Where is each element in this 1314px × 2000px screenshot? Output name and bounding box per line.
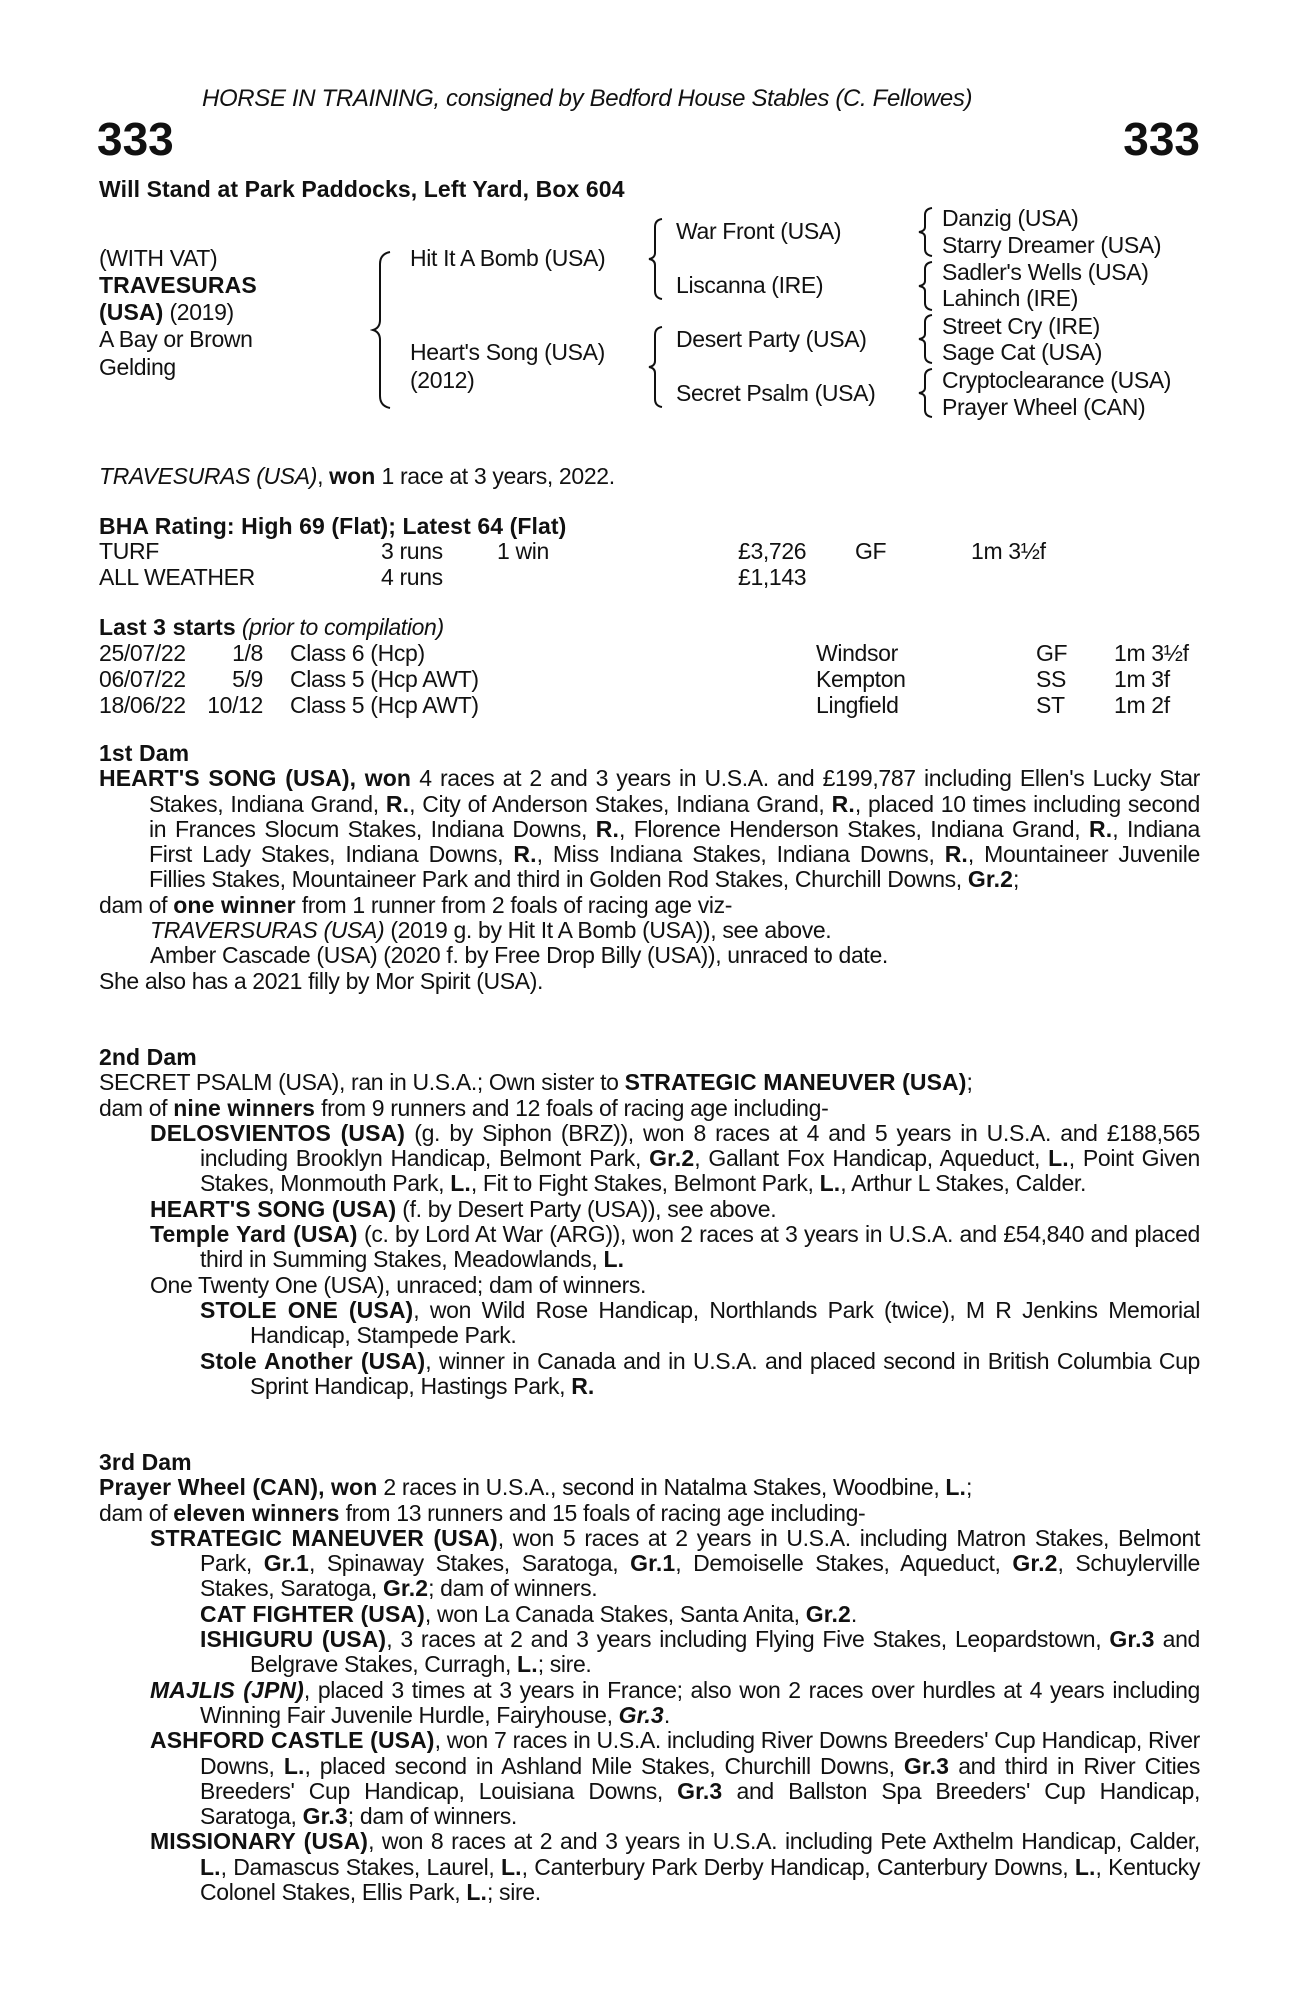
rating-distance: 1m 3½f: [971, 538, 1046, 564]
start-course: Windsor: [816, 640, 898, 666]
text-segment: (c. by Lord At War (ARG)), won 2 races at 3 years in U.S.A. and £54,840 and placed third in Summing Stakes, Meadowlands,: [200, 1221, 1200, 1273]
dam-paragraph: [99, 1197, 1200, 1222]
horse-sex: Gelding: [99, 354, 176, 380]
text-segment: , placed second in Ashland Mile Stakes, Churchill Downs,: [304, 1752, 904, 1779]
bold-text-segment: HEART'S SONG (USA), won: [99, 765, 412, 792]
text-segment: , Point Given Stakes, Monmouth Park,: [200, 1145, 1200, 1197]
start-pos: 5/9: [232, 666, 263, 692]
dam-paragraph: [99, 1678, 1200, 1729]
dam-paragraph: [99, 1829, 1200, 1905]
start-race: Class 5 (Hcp AWT): [290, 692, 479, 718]
bold-text-segment: Gr.2: [649, 1145, 695, 1172]
dam-heading: 3rd Dam: [99, 1449, 192, 1475]
start-race: Class 5 (Hcp AWT): [290, 666, 479, 692]
text-segment: One Twenty One (USA), unraced; dam of winners.: [150, 1271, 647, 1298]
text-segment: from 1 runner from 2 foals of racing age viz-: [295, 891, 733, 918]
bold-text-segment: L.: [603, 1246, 625, 1273]
text-segment: Amber Cascade (USA) (2020 f. by Free Drop Billy (USA)), unraced to date.: [150, 942, 888, 969]
bold-text-segment: R.: [944, 841, 968, 868]
text-segment: , Schuylerville Stakes, Saratoga,: [200, 1550, 1200, 1602]
start-distance: 1m 2f: [1114, 692, 1170, 718]
bold-text-segment: Gr.3: [1109, 1626, 1155, 1653]
bold-text-segment: ASHFORD CASTLE (USA): [150, 1727, 435, 1754]
text-segment: , Damascus Stakes, Laurel,: [220, 1853, 502, 1880]
bold-text-segment: L.: [501, 1853, 522, 1880]
dam-paragraph: [99, 918, 1200, 943]
bold-text-segment: L.: [517, 1651, 538, 1678]
bha-rating: BHA Rating: High 69 (Flat); Latest 64 (Flat): [99, 513, 567, 539]
text-segment: , won Wild Rose Handicap, Northlands Park (twice), M R Jenkins Memorial Handicap, Stampede Park.: [250, 1296, 1200, 1349]
stabling-location: Will Stand at Park Paddocks, Left Yard, Box 604: [99, 176, 625, 202]
start-course: Kempton: [816, 666, 906, 692]
bold-text-segment: STOLE ONE (USA): [200, 1296, 414, 1323]
bold-text-segment: Gr.3: [677, 1777, 723, 1804]
text-segment: , Demoiselle Stakes, Aqueduct,: [675, 1550, 1013, 1577]
text-segment: ; sire.: [537, 1651, 592, 1678]
dam-paragraph: [99, 1501, 1200, 1526]
bold-text-segment: Gr.2: [805, 1600, 851, 1627]
last-starts-note: (prior to compilation): [241, 614, 444, 640]
pedigree-gen3: Sadler's Wells (USA): [942, 259, 1149, 285]
lot-number-left: 333: [97, 113, 174, 165]
dam-section: [99, 1450, 1200, 1905]
text-segment: , Kentucky Colonel Stakes, Ellis Park,: [200, 1853, 1200, 1906]
text-segment: , won 7 races in U.S.A. including River Downs Breeders' Cup Handicap, River Downs,: [200, 1727, 1200, 1779]
bold-text-segment: eleven winners: [173, 1499, 340, 1526]
text-segment: TRAVERSURAS (USA): [150, 917, 385, 944]
start-distance: 1m 3½f: [1114, 640, 1189, 666]
vat-label: (WITH VAT): [99, 245, 218, 271]
bold-text-segment: Prayer Wheel (CAN), won: [99, 1474, 378, 1501]
text-segment: ;: [966, 1474, 973, 1501]
text-segment: 4 races at 2 and 3 years in U.S.A. and £199,787 including Ellen's Lucky Star Stakes, Indiana Grand,: [149, 765, 1200, 817]
pedigree-sire-sire: War Front (USA): [676, 218, 842, 244]
rating-runs: 3 runs: [381, 538, 443, 564]
bold-text-segment: Stole Another (USA): [200, 1347, 426, 1374]
text-segment: (2019 g. by Hit It A Bomb (USA)), see above.: [384, 917, 832, 944]
summary-horse-name: TRAVESURAS (USA): [99, 463, 318, 489]
bold-text-segment: STRATEGIC MANEUVER (USA): [150, 1524, 498, 1551]
text-segment: 2 races in U.S.A., second in Natalma Stakes, Woodbine,: [377, 1474, 946, 1501]
text-segment: , won La Canada Stakes, Santa Anita,: [424, 1600, 806, 1627]
pedigree-gen3: Starry Dreamer (USA): [942, 232, 1162, 258]
horse-name: TRAVESURAS: [99, 272, 257, 298]
dam-paragraph: [99, 1627, 1200, 1678]
pedigree-dam: Heart's Song (USA): [410, 339, 605, 365]
bold-text-segment: DELOSVIENTOS (USA): [150, 1119, 406, 1146]
dam-paragraph: [99, 969, 1200, 994]
summary-won: won: [329, 463, 376, 489]
text-segment: ; sire.: [486, 1879, 541, 1906]
text-segment: ; dam of winners.: [428, 1575, 598, 1602]
bold-text-segment: L.: [819, 1170, 841, 1197]
bold-text-segment: one winner: [173, 891, 296, 918]
bold-text-segment: R.: [385, 790, 410, 817]
text-segment: and third in River Cities Breeders' Cup Handicap, Louisiana Downs,: [200, 1752, 1200, 1804]
text-segment: , Fit to Fight Stakes, Belmont Park,: [470, 1170, 820, 1197]
bold-text-segment: HEART'S SONG (USA): [150, 1195, 397, 1222]
pedigree-gen3: Danzig (USA): [942, 205, 1079, 231]
pedigree-sire: Hit It A Bomb (USA): [410, 245, 606, 271]
bold-text-segment: Gr.2: [1012, 1550, 1058, 1577]
text-segment: dam of: [99, 891, 174, 918]
pedigree-gen3: Street Cry (IRE): [942, 313, 1100, 339]
rating-surface: ALL WEATHER: [99, 564, 255, 590]
bold-text-segment: L.: [1048, 1145, 1069, 1172]
text-segment: (g. by Siphon (BRZ)), won 8 races at 4 and 5 years in U.S.A. and £188,565 including Brooklyn Handicap, Belmont Park,: [200, 1119, 1200, 1172]
text-segment: and Belgrave Stakes, Curragh,: [250, 1626, 1201, 1678]
race-summary: TRAVESURAS (USA), won 1 race at 3 years, 2022.: [99, 463, 615, 489]
bold-text-segment: Gr.2: [967, 866, 1014, 893]
bold-text-segment: R.: [513, 841, 537, 868]
dam-paragraph: [99, 1070, 1200, 1095]
bold-text-segment: CAT FIGHTER (USA): [200, 1600, 425, 1627]
dam-paragraph: [99, 766, 1200, 892]
bold-text-segment: Gr.1: [263, 1550, 309, 1577]
start-going: SS: [1036, 666, 1066, 692]
pedigree-gen3: Sage Cat (USA): [942, 339, 1102, 365]
dam-paragraph: [99, 893, 1200, 918]
dam-paragraph: [99, 1728, 1200, 1829]
text-segment: dam of: [99, 1499, 174, 1526]
bold-text-segment: R.: [831, 790, 855, 817]
text-segment: from 13 runners and 15 foals of racing age including-: [339, 1499, 866, 1526]
text-segment: She also has a 2021 filly by Mor Spirit (USA).: [99, 967, 544, 994]
last-starts-title: Last 3 starts: [99, 614, 236, 640]
text-segment: dam of: [99, 1094, 174, 1121]
text-segment: , 3 races at 2 and 3 years including Flying Five Stakes, Leopardstown,: [386, 1626, 1110, 1653]
start-date: 18/06/22: [99, 692, 186, 718]
text-segment: .: [663, 1701, 670, 1728]
start-course: Lingfield: [816, 692, 899, 718]
brace-icon: [646, 325, 666, 409]
dam-heading: 1st Dam: [99, 740, 190, 766]
horse-year: (2019): [169, 299, 234, 325]
summary-text: 1 race at 3 years, 2022.: [375, 463, 615, 489]
text-segment: , Spinaway Stakes, Saratoga,: [308, 1550, 631, 1577]
brace-icon: [370, 250, 394, 410]
pedigree-dam-year: (2012): [410, 367, 475, 393]
dam-paragraph: [99, 1121, 1200, 1197]
text-segment: , Arthur L Stakes, Calder.: [840, 1170, 1086, 1197]
text-segment: (f. by Desert Party (USA)), see above.: [396, 1195, 777, 1222]
bold-text-segment: STRATEGIC MANEUVER (USA): [624, 1069, 967, 1096]
start-race: Class 6 (Hcp): [290, 640, 425, 666]
start-going: ST: [1036, 692, 1065, 718]
start-going: GF: [1036, 640, 1068, 666]
text-segment: , won 5 races at 2 years in U.S.A. including Matron Stakes, Belmont Park,: [200, 1524, 1200, 1577]
rating-going: GF: [855, 538, 887, 564]
rating-prize: £1,143: [738, 564, 807, 590]
start-date: 25/07/22: [99, 640, 186, 666]
text-segment: , Canterbury Park Derby Handicap, Canterbury Downs,: [521, 1853, 1075, 1880]
text-segment: , City of Anderson Stakes, Indiana Grand,: [409, 790, 832, 817]
text-segment: , Mountaineer Juvenile Fillies Stakes, Mountaineer Park and third in Golden Rod Stakes, Churchill Downs,: [149, 841, 1201, 893]
dam-paragraph: [99, 1096, 1200, 1121]
text-segment: , winner in Canada and in U.S.A. and placed second in British Columbia Cup Sprint Handicap, Hastings Park,: [250, 1347, 1200, 1399]
dam-paragraph: [99, 1526, 1200, 1602]
text-segment: , Indiana First Lady Stakes, Indiana Downs,: [149, 815, 1200, 868]
dam-paragraph: [99, 1602, 1200, 1627]
rating-prize: £3,726: [738, 538, 807, 564]
text-segment: SECRET PSALM (USA), ran in U.S.A.; Own sister to: [99, 1069, 625, 1096]
text-segment: and Ballston Spa Breeders' Cup Handicap, Saratoga,: [200, 1777, 1200, 1830]
bold-text-segment: L.: [450, 1170, 471, 1197]
text-segment: ; dam of winners.: [347, 1803, 517, 1830]
brace-icon: [916, 367, 936, 419]
bold-text-segment: L.: [1074, 1853, 1096, 1880]
text-segment: .: [850, 1600, 857, 1627]
dam-section: [99, 741, 1200, 994]
dam-paragraph: [99, 1349, 1200, 1400]
brace-icon: [916, 260, 936, 312]
text-segment: ;: [1013, 866, 1020, 893]
rating-runs: 4 runs: [381, 564, 443, 590]
text-segment: , Gallant Fox Handicap, Aqueduct,: [694, 1145, 1049, 1172]
bold-text-segment: Gr.3: [618, 1701, 664, 1728]
dam-paragraph: [99, 1273, 1200, 1298]
consignment-line: HORSE IN TRAINING, consigned by Bedford House Stables (C. Fellowes): [202, 85, 973, 112]
brace-icon: [916, 206, 936, 258]
brace-icon: [916, 313, 936, 365]
pedigree-dam-dam: Secret Psalm (USA): [676, 380, 876, 406]
bold-text-segment: L.: [200, 1853, 221, 1880]
dam-paragraph: [99, 1222, 1200, 1273]
horse-description: A Bay or Brown: [99, 326, 253, 352]
pedigree-sire-dam: Liscanna (IRE): [676, 272, 824, 298]
bold-text-segment: R.: [595, 815, 619, 842]
rating-wins: 1 win: [497, 538, 549, 564]
bold-text-segment: L.: [945, 1474, 967, 1501]
start-distance: 1m 3f: [1114, 666, 1170, 692]
dam-section: [99, 1045, 1200, 1399]
bold-text-segment: MAJLIS (JPN): [150, 1676, 304, 1703]
text-segment: , placed 3 times at 3 years in France; also won 2 races over hurdles at 4 years including Winning Fair Juvenile Hurdle, Fairyhouse,: [200, 1676, 1200, 1728]
pedigree-dam-sire: Desert Party (USA): [676, 326, 867, 352]
dam-paragraph: [99, 1475, 1200, 1500]
bold-text-segment: L.: [283, 1752, 305, 1779]
text-segment: , placed 10 times including second in Frances Slocum Stakes, Indiana Downs,: [149, 790, 1200, 842]
text-segment: ;: [966, 1069, 973, 1096]
rating-surface: TURF: [99, 538, 159, 564]
bold-text-segment: MISSIONARY (USA): [150, 1828, 369, 1855]
bold-text-segment: Temple Yard (USA): [150, 1221, 358, 1248]
dam-heading: 2nd Dam: [99, 1044, 197, 1070]
text-segment: , Miss Indiana Stakes, Indiana Downs,: [536, 841, 945, 868]
start-pos: 10/12: [207, 692, 263, 718]
start-date: 06/07/22: [99, 666, 186, 692]
text-segment: , won 8 races at 2 and 3 years in U.S.A. including Pete Axthelm Handicap, Calder,: [368, 1828, 1200, 1855]
brace-icon: [646, 217, 666, 301]
pedigree-gen3: Cryptoclearance (USA): [942, 367, 1172, 393]
bold-text-segment: nine winners: [173, 1094, 316, 1121]
dam-paragraph: [99, 943, 1200, 968]
dam-paragraph: [99, 1298, 1200, 1349]
bold-text-segment: Gr.3: [302, 1803, 348, 1830]
text-segment: from 9 runners and 12 foals of racing age including-: [315, 1094, 829, 1121]
bold-text-segment: ISHIGURU (USA): [200, 1626, 387, 1653]
bold-text-segment: Gr.2: [382, 1575, 429, 1602]
bold-text-segment: R.: [571, 1372, 595, 1399]
lot-number-right: 333: [1123, 113, 1200, 165]
bold-text-segment: L.: [466, 1879, 487, 1906]
bold-text-segment: Gr.3: [903, 1752, 949, 1779]
horse-country: (USA): [99, 299, 164, 325]
pedigree-gen3: Prayer Wheel (CAN): [942, 394, 1146, 420]
start-pos: 1/8: [232, 640, 263, 666]
bold-text-segment: Gr.1: [630, 1550, 676, 1577]
pedigree-gen3: Lahinch (IRE): [942, 285, 1079, 311]
bold-text-segment: R.: [1089, 815, 1113, 842]
text-segment: , Florence Henderson Stakes, Indiana Grand,: [618, 815, 1089, 842]
